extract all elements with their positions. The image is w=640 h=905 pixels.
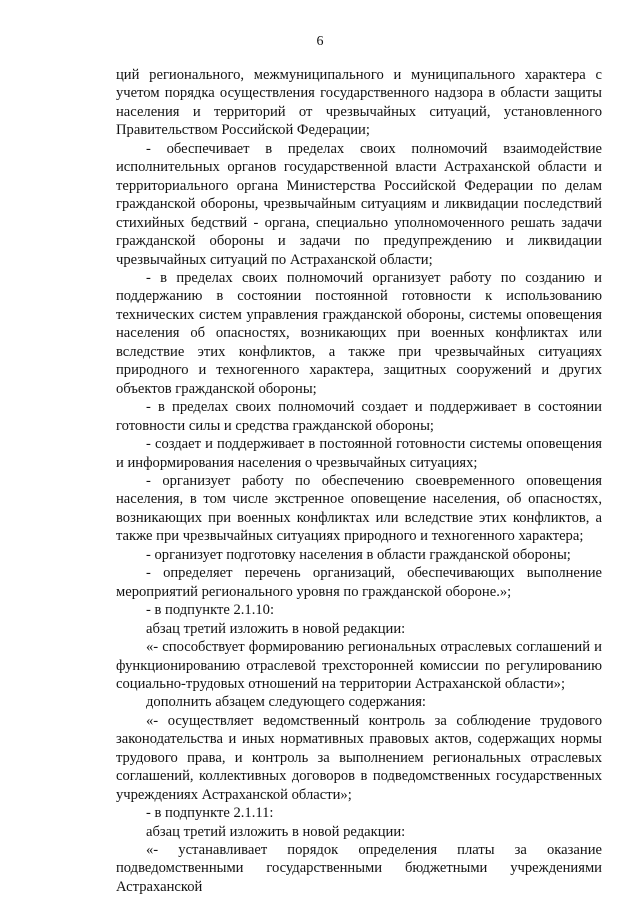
paragraph-population-training: - организует подготовку населения в области гражданской обороны; (146, 546, 571, 563)
paragraph-organization-list: - определяет перечень организаций, обеспечивающих выполнение мероприятий регионального уровня по гражданской обороне.»; (116, 565, 602, 600)
paragraph-third-abzac-new-2: абзац третий изложить в новой редакции: (146, 823, 406, 840)
paragraph-third-abzac-new: абзац третий изложить в новой редакции: (146, 620, 406, 637)
paragraph-continuation: ций регионального, межмуниципального и муниципального характера с учетом порядка осуществления государственного надзора в области защиты населения и территорий от чрезвычайных ситуаций, установленного Правительством Российской Федерации; (116, 67, 602, 139)
paragraph-fee-procedure: «- устанавливает порядок определения платы за оказание подведомственными государственными бюджетными учреждениями Астраханской (116, 842, 602, 895)
paragraph-subclause-2-1-11: - в подпункте 2.1.11: (146, 805, 274, 822)
paragraph-technical-systems: - в пределах своих полномочий организует работу по созданию и поддержанию в состоянии постоянной готовности к использованию технических систем управления гражданской обороны, системы оповещения населения об опасностях, возникающих при военных конфликтах или вследствие этих конфликтов, а также при чрезвычайных ситуациях природного и техногенного характера, защитных сооружений и других объектов гражданской обороны; (116, 269, 602, 397)
paragraph-interaction: - обеспечивает в пределах своих полномочий взаимодействие исполнительных органов государственной власти Астраханской области и территориального органа Министерства Российской Федерации по делам гражданской обороны, чрезвычайным ситуациям и ликвидации последствий стихийных бедствий - органа, специально уполномоченного решать задачи гражданской обороны и задачи по предупреждению и ликвидации чрезвычайных ситуаций по Астраханской области; (116, 140, 602, 268)
paragraph-subclause-2-1-10: - в подпункте 2.1.10: (146, 602, 275, 619)
paragraph-timely-warning: - организует работу по обеспечению своевременного оповещения населения, в том числе экстренное оповещение населения, об опасностях, возникающих при военных конфликтах или вследствие этих конфликтов, а также при чрезвычайных ситуациях природного и техногенного характера; (116, 472, 602, 545)
paragraph-add-abzac: дополнить абзацем следующего содержания: (146, 694, 426, 711)
paragraph-agreements: «- способствует формированию региональных отраслевых соглашений и функционированию отраслевой трехсторонней комиссии по регулированию социально-трудовых отношений на территории Астраханской области»; (116, 639, 602, 692)
document-body (116, 66, 602, 896)
paragraph-labor-control: «- осуществляет ведомственный контроль за соблюдение трудового законодательства и иных нормативных правовых актов, содержащих нормы трудового права, и контроль за выполнением региональных отраслевых соглашений, коллективных договоров в подведомственных государственных учреждениях Астраханской области»; (116, 712, 602, 803)
paragraph-warning-systems: - создает и поддерживает в постоянной готовности системы оповещения и информирования населения о чрезвычайных ситуациях; (116, 436, 602, 471)
paragraph-forces-readiness: - в пределах своих полномочий создает и поддерживает в состоянии готовности силы и средства гражданской обороны; (116, 399, 602, 434)
page-number: 6 (316, 34, 324, 49)
